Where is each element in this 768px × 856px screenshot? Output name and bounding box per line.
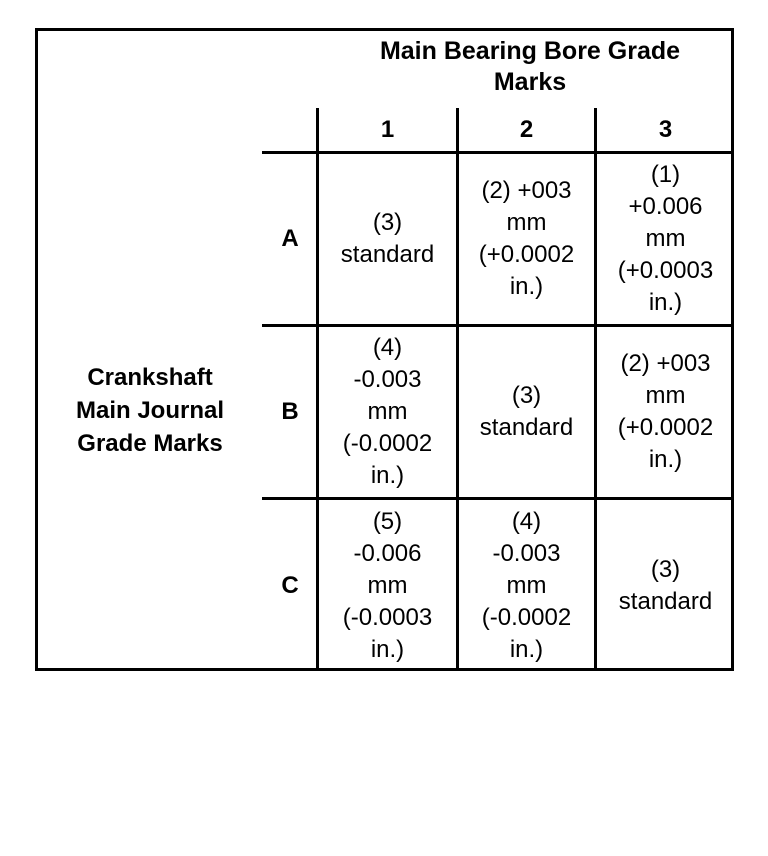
table-cell: (3) standard bbox=[479, 382, 574, 441]
row-header: C bbox=[281, 571, 299, 599]
row-group-title: Crankshaft Main Journal Grade Marks bbox=[75, 363, 225, 457]
table-cell: (4) -0.003 mm (-0.0002 in.) bbox=[342, 334, 433, 489]
table-cell: (3) standard bbox=[340, 209, 435, 268]
table-cell: (2) +003 mm (+0.0002 in.) bbox=[478, 177, 575, 300]
column-header: 2 bbox=[519, 116, 534, 143]
row-header: A bbox=[281, 225, 299, 252]
column-group-title: Main Bearing Bore Grade Marks bbox=[379, 37, 681, 96]
table-cell: (1) +0.006 mm (+0.0003 in.) bbox=[617, 161, 714, 316]
row-header: B bbox=[281, 398, 299, 425]
column-header: 1 bbox=[380, 116, 395, 143]
table-cell: (4) -0.003 mm (-0.0002 in.) bbox=[481, 507, 572, 663]
table-cell: (5) -0.006 mm (-0.0003 in.) bbox=[342, 507, 433, 663]
column-header: 3 bbox=[658, 116, 673, 143]
table-cell: (3) standard bbox=[618, 555, 713, 615]
table-cell: (2) +003 mm (+0.0002 in.) bbox=[617, 350, 714, 473]
